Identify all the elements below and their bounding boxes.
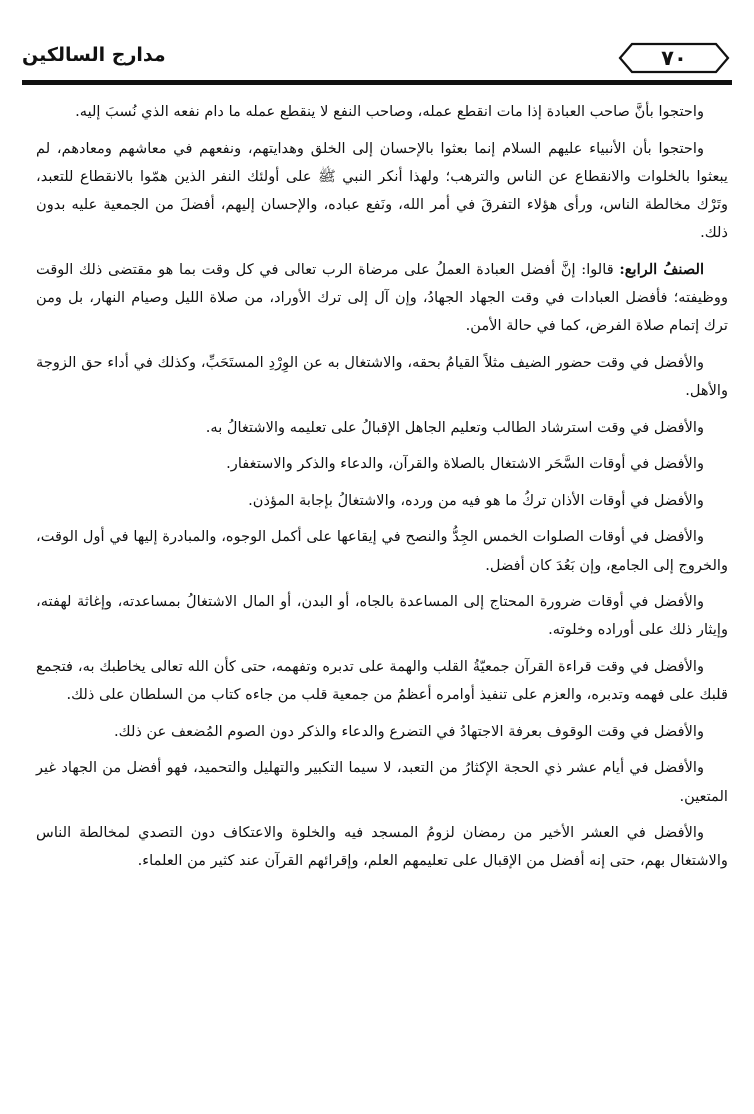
paragraph-text: والأفضل في أوقات الصلوات الخمس الجِدُّ والنصح في إيقاعها على أكمل الوجوه، والمبادرة إليها في أول الوقت، والخروج إلى الجامع، وإن بَعُدَ كان أفضل. <box>36 528 728 574</box>
paragraph <box>36 98 728 126</box>
paragraph <box>36 349 728 405</box>
paragraph <box>36 256 728 341</box>
paragraph-text: والأفضل في العشر الأخير من رمضان لزومُ المسجد فيه والخلوة والاعتكاف دون التصدي لمخالطة الناس والاشتغال بهم، حتى إنه أفضل من الإقبال على تعليمهم العلم، وإقرائهم القرآن عند كثير من العلماء. <box>36 824 728 870</box>
paragraph <box>36 487 728 515</box>
section-lead: الصنفُ الرابع: <box>619 260 704 278</box>
paragraph <box>36 819 728 875</box>
paragraph <box>36 588 728 644</box>
header-rule <box>22 80 732 85</box>
paragraph <box>36 523 728 579</box>
paragraph <box>36 450 728 478</box>
paragraph-text: والأفضل في وقت الوقوف بعرفة الاجتهادُ في التضرع والدعاء والذكر دون الصوم المُضعف عن ذلك. <box>114 722 704 740</box>
paragraph-text: والأفضل في وقت حضور الضيف مثلاً القيامُ بحقه، والاشتغال به عن الوِرْدِ المستَحَبِّ، وكذلك في أداء حق الزوجة والأهل. <box>36 353 728 399</box>
paragraph-text: والأفضل في أوقات ضرورة المحتاج إلى المساعدة بالجاه، أو البدن، أو المال الاشتغالُ بمساعدته، وإغاثة لهفته، وإيثار ذلك على أوراده وخلوته. <box>36 593 728 639</box>
paragraph <box>36 754 728 810</box>
page-number-box <box>618 42 730 74</box>
page-header <box>22 38 732 86</box>
paragraph-text: واحتجوا بأن الأنبياء عليهم السلام إنما بعثوا بالإحسان إلى الخلق وهدايتهم، ونفعهم في معاشهم ومعادهم، لم يبعثوا بالخلوات والانقطاع عن الناس والترهب؛ ولهذا أنكر النبي ﷺ على أولئك النفر الذين همّوا بالانقطاع للتعبد، وتَرْك مخالطة الناس، ورأى هؤلاء التفرقَ في أمر الله، ونَفع عباده، والإحسان إليهم، أفضلَ من الجمعية عليه بدون ذلك. <box>36 139 728 242</box>
paragraph-text: والأفضل في وقت استرشاد الطالب وتعليم الجاهل الإقبالُ على تعليمه والاشتغالُ به. <box>205 418 704 436</box>
paragraph <box>36 414 728 442</box>
paragraph-text: قالوا: إنَّ أفضل العبادة العملُ على مرضاة الرب تعالى في كل وقت بما هو مقتضى ذلك الوقت ووظيفته؛ فأفضل العبادات في وقت الجهاد الجهادُ، وإن آل إلى ترك الأوراد، من صلاة الليل وصيام النهار، بل ومن ترك إتمام صلاة الفرض، كما في حالة الأمن. <box>36 260 728 335</box>
paragraph <box>36 718 728 746</box>
paragraph-text: واحتجوا بأنَّ صاحب العبادة إذا مات انقطع عمله، وصاحب النفع لا ينقطع عمله ما دام نفعه الذي نُسبَ إليه. <box>75 103 704 120</box>
page-body <box>36 98 728 884</box>
running-title: مدارج السالكين <box>22 44 166 66</box>
paragraph-text: والأفضل في أوقات الأذان تركُ ما هو فيه من ورده، والاشتغالُ بإجابة المؤذن. <box>248 491 704 509</box>
paragraph-text: والأفضل في وقت قراءة القرآن جمعيّةُ القلب والهمة على تدبره وتفهمه، حتى كأن الله تعالى يخاطبك به، فتجمع قلبك على فهمه وتدبره، والعزم على تنفيذ أوامره أعظمُ من جمعية قلب من جاءه كتاب من السلطان على ذلك. <box>36 657 728 704</box>
paragraph <box>36 135 728 248</box>
paragraph-text: والأفضل في أيام عشر ذي الحجة الإكثارُ من التعبد، لا سيما التكبير والتهليل والتحميد، فهو أفضل من الجهاد غير المتعين. <box>36 759 728 805</box>
page-number: ٧٠ <box>661 46 687 70</box>
paragraph-text: والأفضل في أوقات السَّحَر الاشتغال بالصلاة والقرآن، والدعاء والذكر والاستغفار. <box>226 455 704 473</box>
paragraph <box>36 653 728 709</box>
